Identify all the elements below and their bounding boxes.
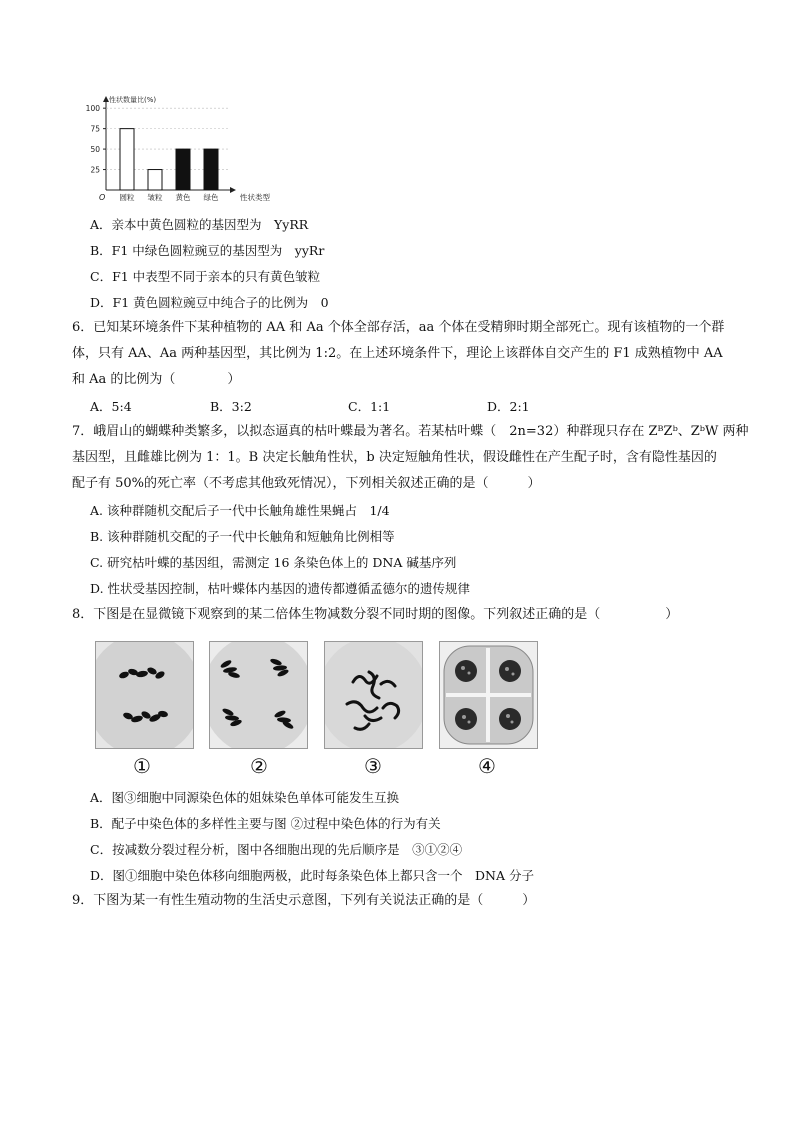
q7-option-b: B. 该种群随机交配的子一代中长触角和短触角比例相等 (90, 529, 395, 544)
q5-option-d: D．F1 黄色圆粒豌豆中纯合子的比例为 0 (90, 295, 329, 310)
q8-option-b: B．配子中染色体的多样性主要与图 ②过程中染色体的行为有关 (90, 816, 441, 831)
q6-option-c: C．1:1 (348, 399, 391, 414)
micrograph-label-3: ③ (364, 754, 382, 778)
q6-option-a: A．5:4 (90, 399, 132, 414)
x-axis-label: 性状类型 (240, 193, 270, 202)
q7-stem-line-2: 基因型，且雌雄比例为 1：1。B 决定长触角性状，b 决定短触角性状，假设雌性在产生配子时，含有隐性基因的 (72, 450, 717, 465)
micrograph-1 (95, 641, 194, 749)
micrograph-3 (324, 641, 423, 749)
micrograph-label-2: ② (250, 754, 268, 778)
q8-option-d: D．图①细胞中染色体移向细胞两极，此时每条染色体上都只含一个 DNA 分子 (90, 868, 534, 883)
bar-4 (204, 149, 218, 190)
trait-ratio-bar-chart (68, 92, 318, 210)
y-tick-label: 75 (90, 124, 100, 134)
q7-option-d: D. 性状受基因控制，枯叶蝶体内基因的遗传都遵循孟德尔的遗传规律 (90, 581, 471, 596)
micrograph-4 (439, 641, 538, 749)
bar-2 (148, 170, 162, 190)
q9-stem: 9．下图为某一有性生殖动物的生活史示意图，下列有关说法正确的是（ ） (72, 893, 536, 908)
category-label: 皱粒 (147, 193, 163, 202)
q7-stem-line-3: 配子有 50%的死亡率（不考虑其他致死情况），下列相关叙述正确的是（ ） (72, 476, 541, 491)
micrograph-label-1: ① (133, 754, 151, 778)
x-axis-arrow (230, 187, 236, 193)
q5-option-b: B．F1 中绿色圆粒豌豆的基因型为 yyRr (90, 243, 325, 258)
q6-stem-line-1: 6．已知某环境条件下某种植物的 AA 和 Aa 个体全部存活，aa 个体在受精卵时期全部死亡。现有该植物的一个群 (72, 320, 725, 335)
q6-stem-line-2: 体，只有 AA、Aa 两种基因型，其比例为 1:2。在上述环境条件下，理论上该群体自交产生的 F1 成熟植物中 AA (72, 346, 723, 361)
q6-stem-line-3: 和 Aa 的比例为（ ） (72, 372, 241, 387)
q7-option-c: C. 研究枯叶蝶的基因组，需测定 16 条染色体上的 DNA 碱基序列 (90, 555, 457, 570)
category-label: 圆粒 (119, 193, 135, 202)
q8-option-c: C．按减数分裂过程分析，图中各细胞出现的先后顺序是 ③①②④ (90, 842, 463, 857)
bar-1 (120, 129, 134, 190)
y-axis-label: 性状数量比(%) (109, 96, 157, 104)
q5-option-c: C．F1 中表型不同于亲本的只有黄色皱粒 (90, 269, 321, 284)
bar-3 (176, 149, 190, 190)
y-tick-label: 25 (90, 165, 100, 175)
q7-stem-line-1: 7．峨眉山的蝴蝶种类繁多，以拟态逼真的枯叶蝶最为著名。若某枯叶蝶（ 2n=32）种群现只存在 ZᴮZᵇ、ZᵇW 两种 (72, 424, 749, 439)
category-label: 绿色 (203, 193, 219, 202)
category-label: 黄色 (175, 193, 191, 202)
y-tick-label: 100 (85, 104, 100, 114)
q8-stem: 8．下图是在显微镜下观察到的某二倍体生物减数分裂不同时期的图像。下列叙述正确的是（ ） (72, 607, 679, 622)
q7-option-a: A. 该种群随机交配后子一代中长触角雄性果蝇占 1/4 (90, 503, 390, 518)
origin-label: O (99, 193, 106, 202)
y-tick-label: 50 (90, 145, 100, 155)
q6-option-d: D．2:1 (487, 399, 530, 414)
micrograph-label-4: ④ (478, 754, 496, 778)
q6-option-b: B．3:2 (210, 399, 252, 414)
micrograph-2 (209, 641, 308, 749)
q8-option-a: A．图③细胞中同源染色体的姐妹染色单体可能发生互换 (90, 790, 400, 805)
q5-option-a: A．亲本中黄色圆粒的基因型为 YyRR (90, 217, 309, 232)
